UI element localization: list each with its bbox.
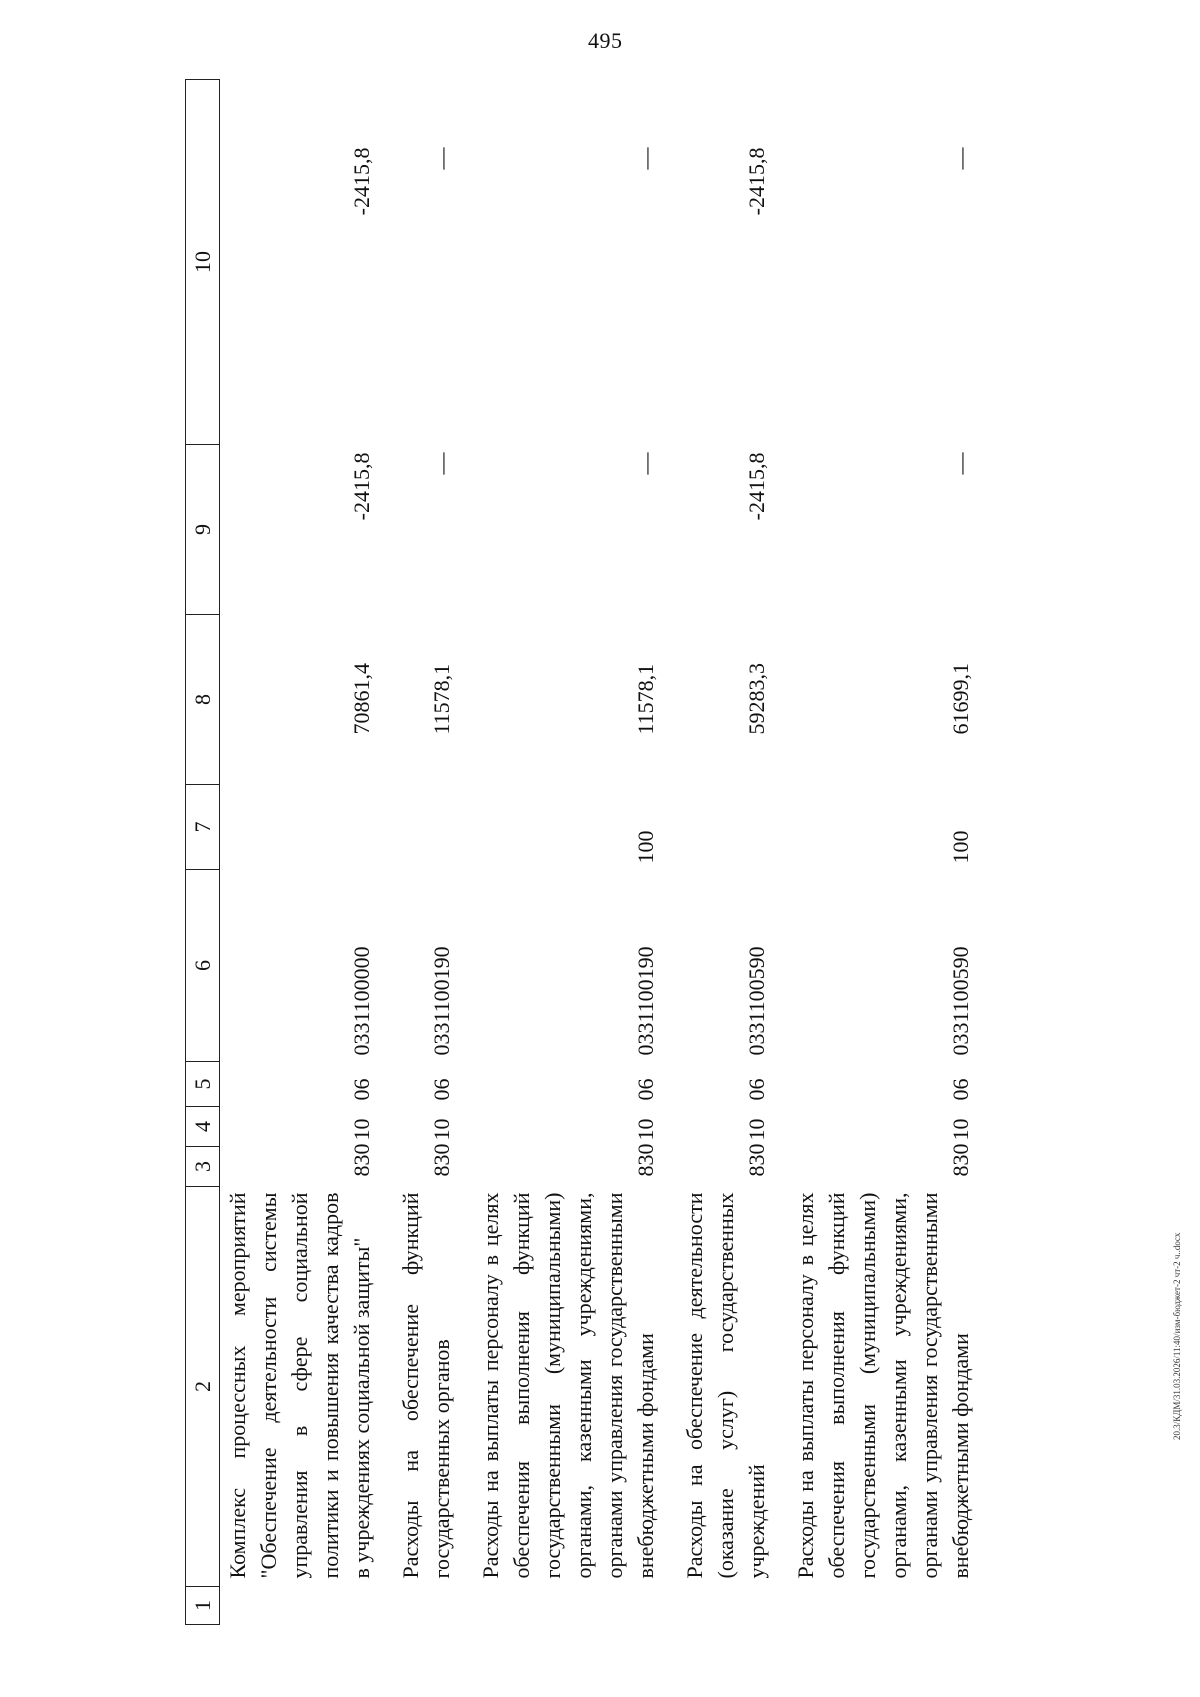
amount-cell: 11578,1 — [633, 663, 658, 735]
amount-cell: 59283,3 — [744, 663, 769, 735]
row-number-cell — [475, 1587, 661, 1625]
subsection-cell: 06 — [429, 1078, 454, 1101]
description-cell: Расходы на обеспечение деятельности (оказание услуг) государственных учреждений — [682, 1192, 769, 1579]
column-header-5: 5 — [186, 1062, 220, 1107]
ministry-code-cell: 830 — [744, 1143, 769, 1177]
table-row — [679, 80, 772, 1625]
column-header-2: 2 — [186, 1187, 220, 1587]
amount-cell: 61699,1 — [948, 663, 973, 735]
change-cell: -2415,8 — [744, 452, 769, 521]
expense-type-cell — [679, 785, 772, 870]
expense-type-cell — [395, 785, 457, 870]
subsection-cell: 06 — [633, 1078, 658, 1101]
column-header-1: 1 — [186, 1587, 220, 1625]
table-row — [395, 80, 457, 1625]
table-header-row — [186, 80, 220, 1625]
section-cell: 10 — [349, 1118, 374, 1141]
change-total-cell: -2415,8 — [349, 147, 374, 216]
target-article-cell: 0331100190 — [633, 946, 658, 1056]
change-total-cell: — — [948, 147, 973, 170]
document-footer: 20.3/КДМ/31.03.2026/11:40/изм-бюджет-2 чт-2 ч..docx — [1172, 1232, 1182, 1440]
section-cell: 10 — [948, 1118, 973, 1141]
description-cell: Комплекс процессных мероприятий "Обеспечение деятельности системы управления в сфере социальной политики и повышения качества кадров в учреждениях социальной защиты" — [225, 1192, 374, 1579]
column-header-8: 8 — [186, 615, 220, 785]
row-number-cell — [790, 1587, 976, 1625]
expense-type-cell: 100 — [633, 830, 658, 864]
page-number: 495 — [588, 28, 623, 53]
table-row — [475, 80, 661, 1625]
description-cell: Расходы на выплаты персоналу в целях обеспечения выполнения функций государственными (муниципальными) органами, казенными учреждениями, органами управления государственными внебюджетными фондами — [478, 1192, 658, 1579]
description-cell: Расходы на выплаты персоналу в целях обеспечения выполнения функций государственными (муниципальными) органами, казенными учреждениями, органами управления государственными внебюджетными фондами — [793, 1192, 973, 1579]
change-cell: — — [429, 452, 454, 475]
change-cell: — — [633, 452, 658, 475]
section-cell: 10 — [744, 1118, 769, 1141]
change-cell: — — [948, 452, 973, 475]
amount-cell: 11578,1 — [429, 663, 454, 735]
target-article-cell: 0331100000 — [349, 946, 374, 1056]
target-article-cell: 0331100190 — [429, 946, 454, 1056]
ministry-code-cell: 830 — [633, 1143, 658, 1177]
column-header-4: 4 — [186, 1107, 220, 1147]
subsection-cell: 06 — [948, 1078, 973, 1101]
table-row — [790, 80, 976, 1625]
subsection-cell: 06 — [744, 1078, 769, 1101]
ministry-code-cell: 830 — [948, 1143, 973, 1177]
section-cell: 10 — [429, 1118, 454, 1141]
target-article-cell: 0331100590 — [948, 946, 973, 1056]
ministry-code-cell: 830 — [429, 1143, 454, 1177]
column-header-10: 10 — [186, 80, 220, 445]
change-cell: -2415,8 — [349, 452, 374, 521]
section-cell: 10 — [633, 1118, 658, 1141]
change-total-cell: — — [429, 147, 454, 170]
change-total-cell: — — [633, 147, 658, 170]
target-article-cell: 0331100590 — [744, 946, 769, 1056]
column-header-7: 7 — [186, 785, 220, 870]
column-header-9: 9 — [186, 445, 220, 615]
column-header-6: 6 — [186, 870, 220, 1062]
row-number-cell — [679, 1587, 772, 1625]
row-number-cell — [395, 1587, 457, 1625]
expense-type-cell — [220, 785, 378, 870]
ministry-code-cell: 830 — [349, 1143, 374, 1177]
expense-type-cell: 100 — [948, 830, 973, 864]
description-cell: Расходы на обеспечение функций государственных органов — [398, 1192, 454, 1579]
table-row — [220, 80, 378, 1625]
column-header-3: 3 — [186, 1147, 220, 1187]
budget-table — [185, 79, 976, 1625]
row-number-cell — [220, 1587, 378, 1625]
budget-table-container — [185, 80, 1085, 1625]
subsection-cell: 06 — [349, 1078, 374, 1101]
amount-cell: 70861,4 — [349, 663, 374, 735]
change-total-cell: -2415,8 — [744, 147, 769, 216]
